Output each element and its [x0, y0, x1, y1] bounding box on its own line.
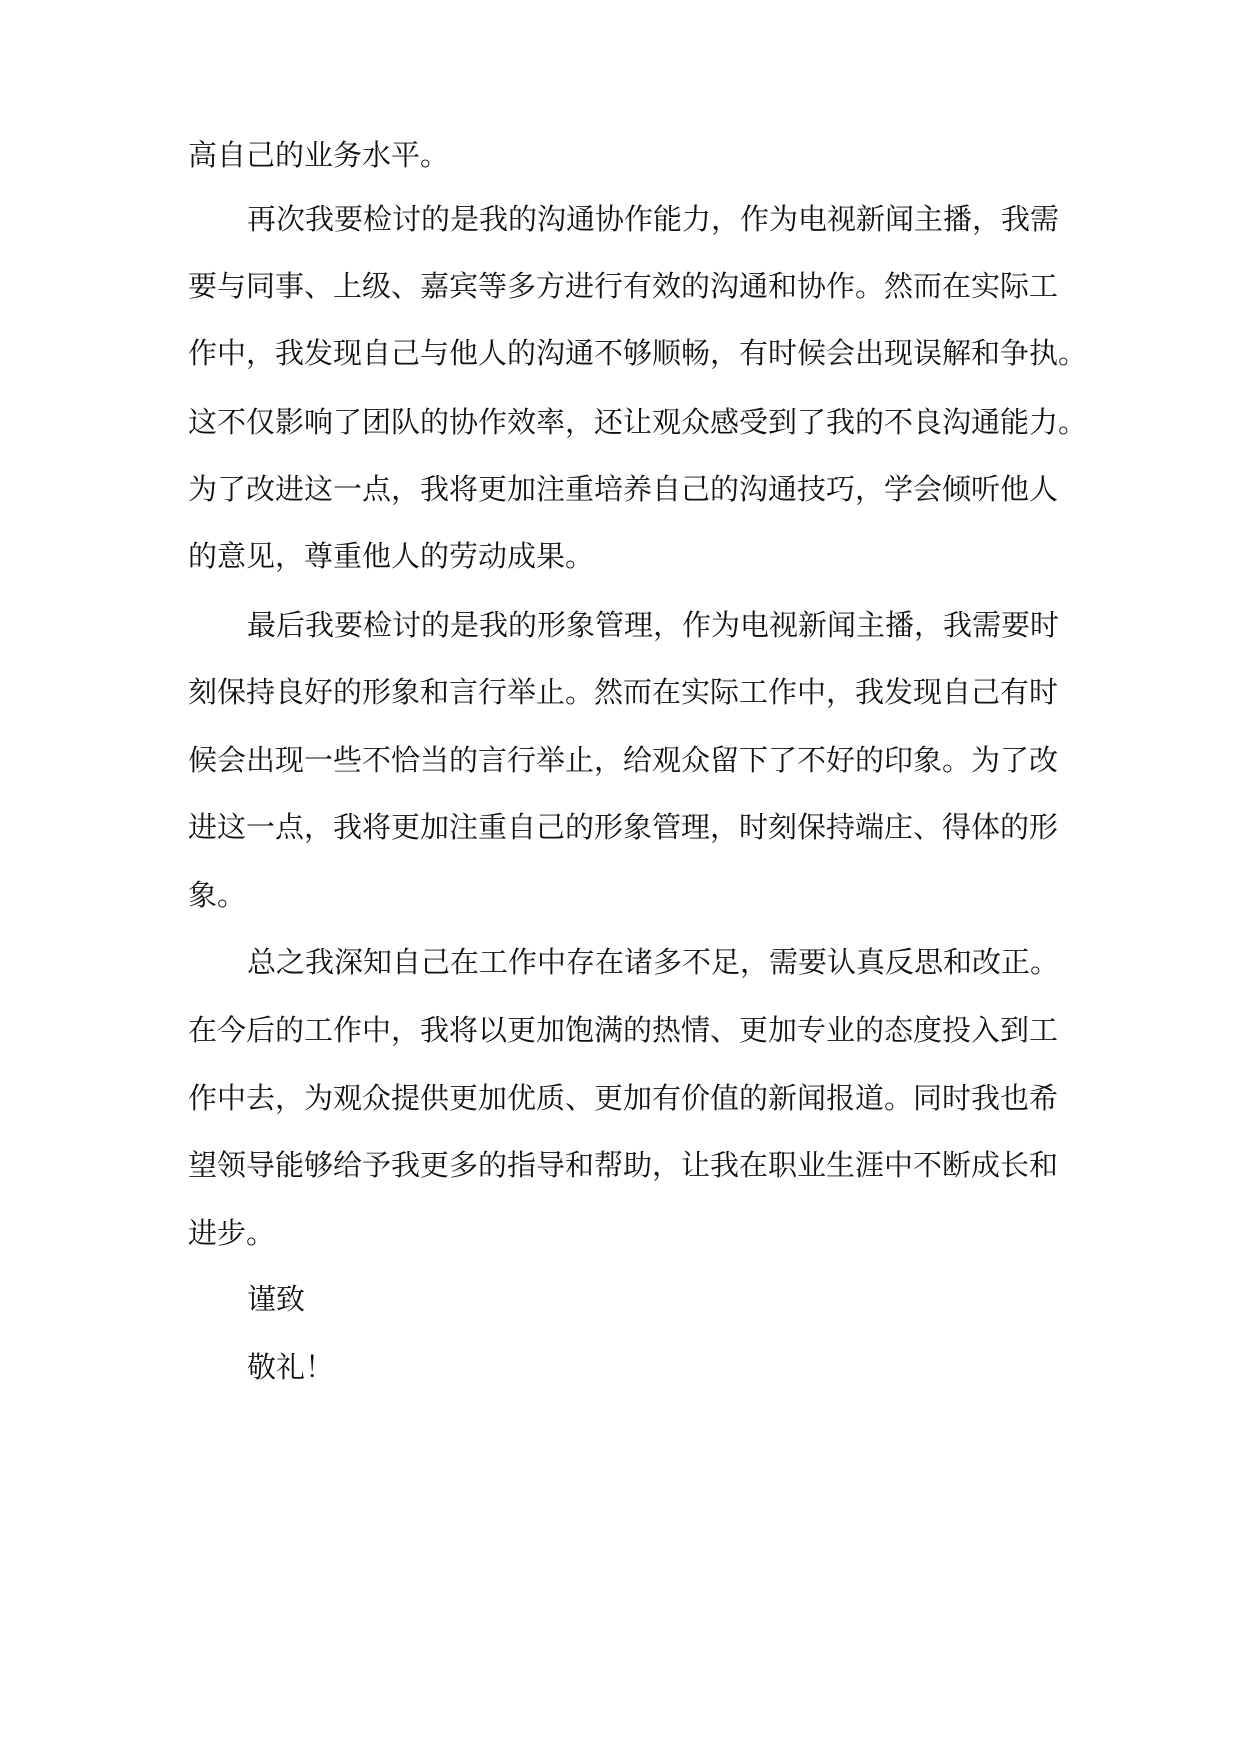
text-line: 作中去，为观众提供更加优质、更加有价值的新闻报道。同时我也希 [188, 1081, 1059, 1115]
text-line: 高自己的业务水平。 [188, 138, 450, 172]
text-line: 要与同事、上级、嘉宾等多方进行有效的沟通和协作。然而在实际工 [188, 269, 1059, 303]
paragraph-first-line: 再次我要检讨的是我的沟通协作能力，作为电视新闻主播，我需 [247, 202, 1060, 236]
text-line: 进步。 [188, 1216, 276, 1250]
paragraph-first-line: 最后我要检讨的是我的形象管理，作为电视新闻主播，我需要时 [247, 608, 1060, 642]
text-line: 的意见，尊重他人的劳动成果。 [188, 539, 595, 573]
text-line: 刻保持良好的形象和言行举止。然而在实际工作中，我发现自己有时 [188, 675, 1059, 709]
text-line: 在今后的工作中，我将以更加饱满的热情、更加专业的态度投入到工 [188, 1013, 1059, 1047]
text-line: 进这一点，我将更加注重自己的形象管理，时刻保持端庄、得体的形 [188, 810, 1059, 844]
text-line: 这不仅影响了团队的协作效率，还让观众感受到了我的不良沟通能力。 [188, 405, 1088, 439]
closing-salutation: 谨致 [247, 1282, 306, 1316]
text-line: 望领导能够给予我更多的指导和帮助，让我在职业生涯中不断成长和 [188, 1148, 1059, 1182]
text-line: 候会出现一些不恰当的言行举止，给观众留下了不好的印象。为了改 [188, 743, 1059, 777]
text-line: 象。 [188, 878, 247, 912]
paragraph-first-line: 总之我深知自己在工作中存在诸多不足，需要认真反思和改正。 [247, 945, 1060, 979]
text-line: 作中，我发现自己与他人的沟通不够顺畅，有时候会出现误解和争执。 [188, 336, 1088, 370]
closing-regards: 敬礼！ [247, 1350, 335, 1384]
text-line: 为了改进这一点，我将更加注重培养自己的沟通技巧，学会倾听他人 [188, 472, 1059, 506]
